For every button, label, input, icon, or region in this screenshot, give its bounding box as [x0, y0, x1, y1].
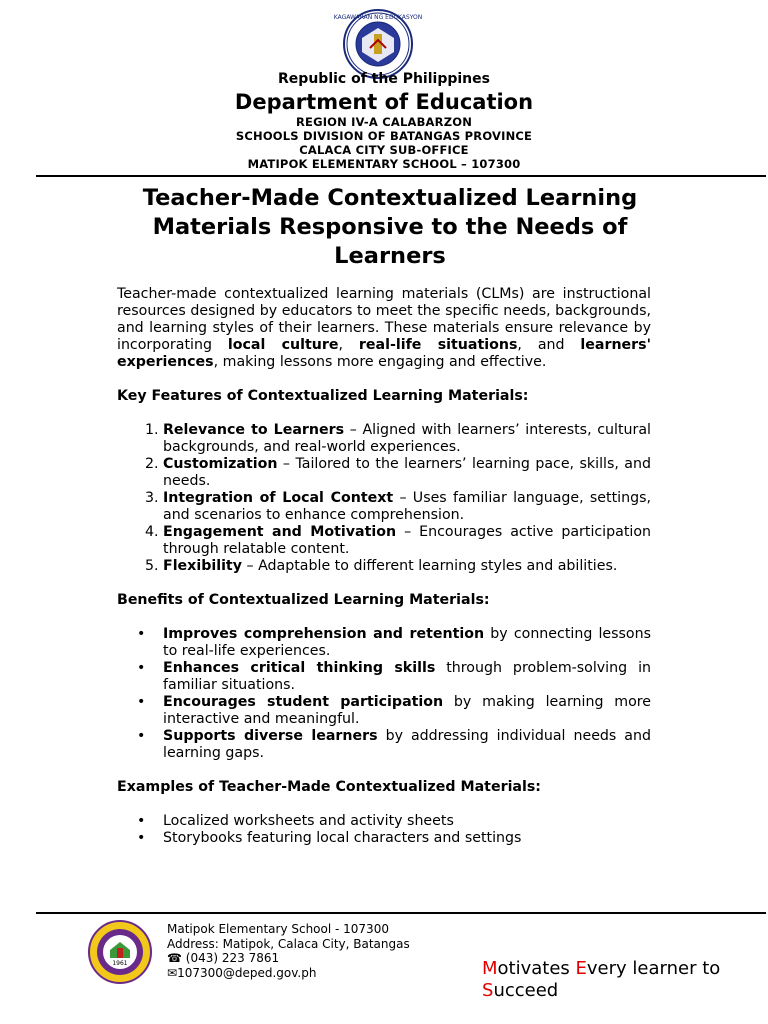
title-line-1: Teacher-Made Contextualized Learning: [142, 185, 638, 211]
header-divider: [36, 175, 766, 177]
examples-list: [117, 813, 651, 847]
intro-bold-experiences: learners' experiences: [117, 337, 651, 370]
intro-text: , making lessons more engaging and effective.: [213, 354, 547, 370]
item-title: Improves comprehension and retention: [163, 626, 485, 642]
benefits-list: [117, 626, 651, 762]
benefits-heading: Benefits of Contextualized Learning Materials:: [117, 592, 490, 608]
list-item: [163, 728, 651, 762]
email-address: 107300@deped.gov.ph: [177, 965, 317, 980]
tagline-text: very learner to: [586, 958, 721, 979]
mail-icon: ✉: [167, 965, 178, 980]
features-heading: Key Features of Contextualized Learning Materials:: [117, 388, 529, 404]
school-label: MATIPOK ELEMENTARY SCHOOL – 107300: [247, 157, 521, 171]
item-text: – Uses familiar language, settings, and scenarios to enhance comprehension.: [163, 490, 651, 523]
tagline-s: S: [482, 980, 494, 1001]
features-list: [117, 422, 651, 575]
intro-bold-real-life: real-life situations: [358, 337, 518, 353]
republic-label: Republic of the Philippines: [278, 71, 490, 87]
tagline-text: ucceed: [493, 980, 559, 1001]
page-title: [90, 184, 690, 271]
sub-office-label: CALACA CITY SUB-OFFICE: [299, 143, 469, 157]
phone-icon: ☎: [167, 951, 182, 965]
intro-text: ,: [338, 337, 359, 353]
department-title: Department of Education: [234, 90, 534, 114]
list-item: • Localized worksheets and activity sheets: [163, 813, 651, 830]
list-item: • Storybooks featuring local characters and settings: [163, 830, 651, 847]
list-item: [163, 694, 651, 728]
footer-address-block: [167, 922, 410, 980]
item-text: by making learning more interactive and meaningful.: [163, 694, 651, 727]
title-line-3: Learners: [334, 243, 446, 269]
list-item: [163, 524, 651, 558]
svg-text:KAGAWARAN NG EDUKASYON: KAGAWARAN NG EDUKASYON: [333, 14, 423, 21]
list-item: [163, 558, 651, 575]
footer-address: Address: Matipok, Calaca City, Batangas: [167, 936, 410, 951]
intro-paragraph: [117, 286, 651, 371]
footer-divider: [36, 912, 766, 914]
list-item: [163, 490, 651, 524]
footer-school-name: Matipok Elementary School - 107300: [167, 922, 389, 936]
list-item: [163, 660, 651, 694]
tagline-text: otivates: [497, 958, 576, 979]
item-title: Flexibility: [163, 558, 242, 574]
deped-seal-logo: [333, 8, 423, 80]
item-title: Integration of Local Context: [163, 490, 394, 506]
main-content: [117, 286, 651, 847]
title-line-2: Materials Responsive to the Needs of: [152, 214, 628, 240]
region-label: REGION IV-A CALABARZON: [295, 115, 473, 129]
item-title: Customization: [163, 456, 278, 472]
item-title: Encourages student participation: [163, 694, 444, 710]
footer-email: [167, 966, 410, 981]
item-text: by addressing individual needs and learning gaps.: [163, 728, 651, 761]
list-item: [163, 456, 651, 490]
tagline-m: M: [482, 958, 498, 979]
item-text: – Encourages active participation through relatable content.: [163, 524, 652, 557]
division-label: SCHOOLS DIVISION OF BATANGAS PROVINCE: [235, 129, 533, 143]
list-item: [163, 422, 651, 456]
intro-bold-local-culture: local culture: [227, 337, 339, 353]
item-title: Supports diverse learners: [163, 728, 378, 744]
phone-number: (043) 223 7861: [181, 951, 280, 965]
item-text: through problem-solving in familiar situations.: [163, 660, 651, 693]
footer-phone: [167, 951, 410, 966]
item-title: Relevance to Learners: [163, 422, 345, 438]
list-item: [163, 626, 651, 660]
item-title: Engagement and Motivation: [163, 524, 397, 540]
intro-text: Teacher-made contextualized learning materials (CLMs) are instructional resources designed by educators to meet the specific needs, backgrounds, and learning styles of their learners. These materials ensure relevance by incorporating: [117, 286, 651, 353]
school-tagline: [482, 958, 762, 1001]
school-seal-logo: [88, 920, 152, 984]
item-text: – Tailored to the learners’ learning pace, skills, and needs.: [163, 456, 651, 489]
seal-year: 1961: [112, 960, 128, 967]
item-title: Enhances critical thinking skills: [163, 660, 436, 676]
item-text: by connecting lessons to real-life experiences.: [163, 626, 651, 659]
tagline-e: E: [575, 958, 587, 979]
item-text: – Aligned with learners’ interests, cultural backgrounds, and real-world experiences.: [163, 422, 651, 455]
intro-text: , and: [517, 337, 581, 353]
examples-heading: Examples of Teacher-Made Contextualized Materials:: [117, 779, 541, 795]
item-text: – Adaptable to different learning styles and abilities.: [241, 558, 618, 574]
